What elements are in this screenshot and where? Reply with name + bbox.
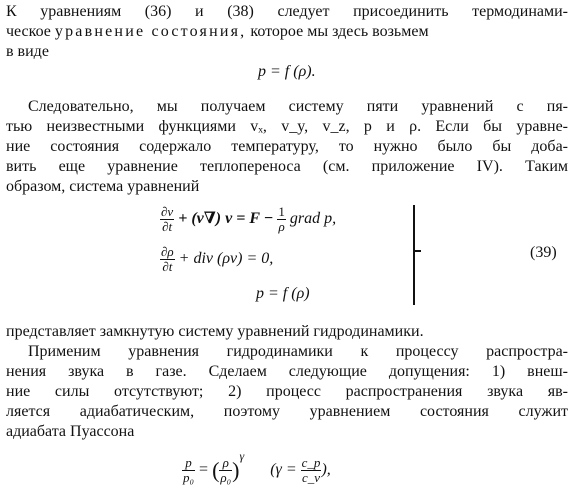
system-eq-2 <box>160 245 273 274</box>
equation-number: (39) <box>530 244 557 261</box>
gamma-definition-close: ), <box>321 461 331 478</box>
pressure-ratio: $\frac{p}{\text{p₀}}$ <box>183 454 195 485</box>
eq2-rest: + div (ρv) = 0, <box>178 250 274 268</box>
eq2-derivative: $\frac{\partial\rho}{\partial t}$ <box>161 244 174 274</box>
paragraph-2-line-4: вить еще уравнение теплопереноса (см. приложение IV). Таким <box>6 158 568 175</box>
paragraph-4-line-2: нения звука в газе. Сделаем следующие допущения: 1) внеш- <box>6 363 568 380</box>
system-eq-3: p = f (ρ) <box>256 285 310 302</box>
eq1-middle: + (v∇) v = F − <box>178 210 274 228</box>
line-2-prefix: ческое <box>6 23 55 40</box>
system-eq-1 <box>160 205 336 234</box>
eq1-end: grad p, <box>289 210 337 228</box>
eq1-fraction: $\frac{1}{\rho}$ <box>278 204 285 234</box>
paragraph-4-line-5: адиабата Пуассона <box>6 423 135 440</box>
paragraph-2-line-2: тью неизвестными функциями vₓ, v_y, v_z, p и ρ. Если бы уравне- <box>6 118 568 135</box>
paragraph-2-line-1: Следовательно, мы получаем систему пяти уравнений с пя- <box>28 98 568 115</box>
paragraph-1-line-3: в виде <box>6 43 49 60</box>
density-ratio: $\frac{\rho}{\text{ρ₀}}$ <box>220 454 232 485</box>
equation-state: p = f (ρ). <box>258 63 316 80</box>
poisson-equation: $\frac{p}{\text{p₀}}$ = ( $\frac{\rho}{\text{ρ₀}}$ )$^\gamma$ (γ = $\frac{c\_p}{c\_v}$ ), <box>183 449 331 485</box>
line-2-suffix: которое мы здесь возьмем <box>246 23 429 40</box>
eq1-derivative: $\frac{\partial v}{\partial t}$ <box>161 204 174 234</box>
paragraph-1-line-1: К уравнениям (36) и (38) следует присоединить термодинами- <box>6 3 568 20</box>
system-brace-tick <box>415 250 421 252</box>
gamma-exponent: γ <box>239 449 245 463</box>
spaced-term: уравнение состояния, <box>54 23 247 40</box>
paragraph-2-line-3: ние состояния содержало температуру, то нужно было бы доба- <box>6 138 568 155</box>
paragraph-4-line-1: Применим уравнения гидродинамики к процессу распростра- <box>28 343 568 360</box>
gamma-definition-open: (γ = <box>270 461 297 478</box>
paragraph-2-line-5: образом, система уравнений <box>6 178 200 195</box>
equals-sign: = <box>199 461 209 478</box>
paragraph-3-line-1: представляет замкнутую систему уравнений гидродинамики. <box>6 323 424 340</box>
paragraph-4-line-3: ние силы отсутствуют; 2) процесс распространения звука яв- <box>6 383 568 400</box>
paragraph-4-line-4: ляется адиабатическим, поэтому уравнением состояния служит <box>6 403 568 420</box>
paragraph-1-line-2 <box>6 22 568 42</box>
heat-capacity-ratio: $\frac{c\_p}{c\_v}$ <box>301 454 321 485</box>
system-brace <box>413 205 415 305</box>
